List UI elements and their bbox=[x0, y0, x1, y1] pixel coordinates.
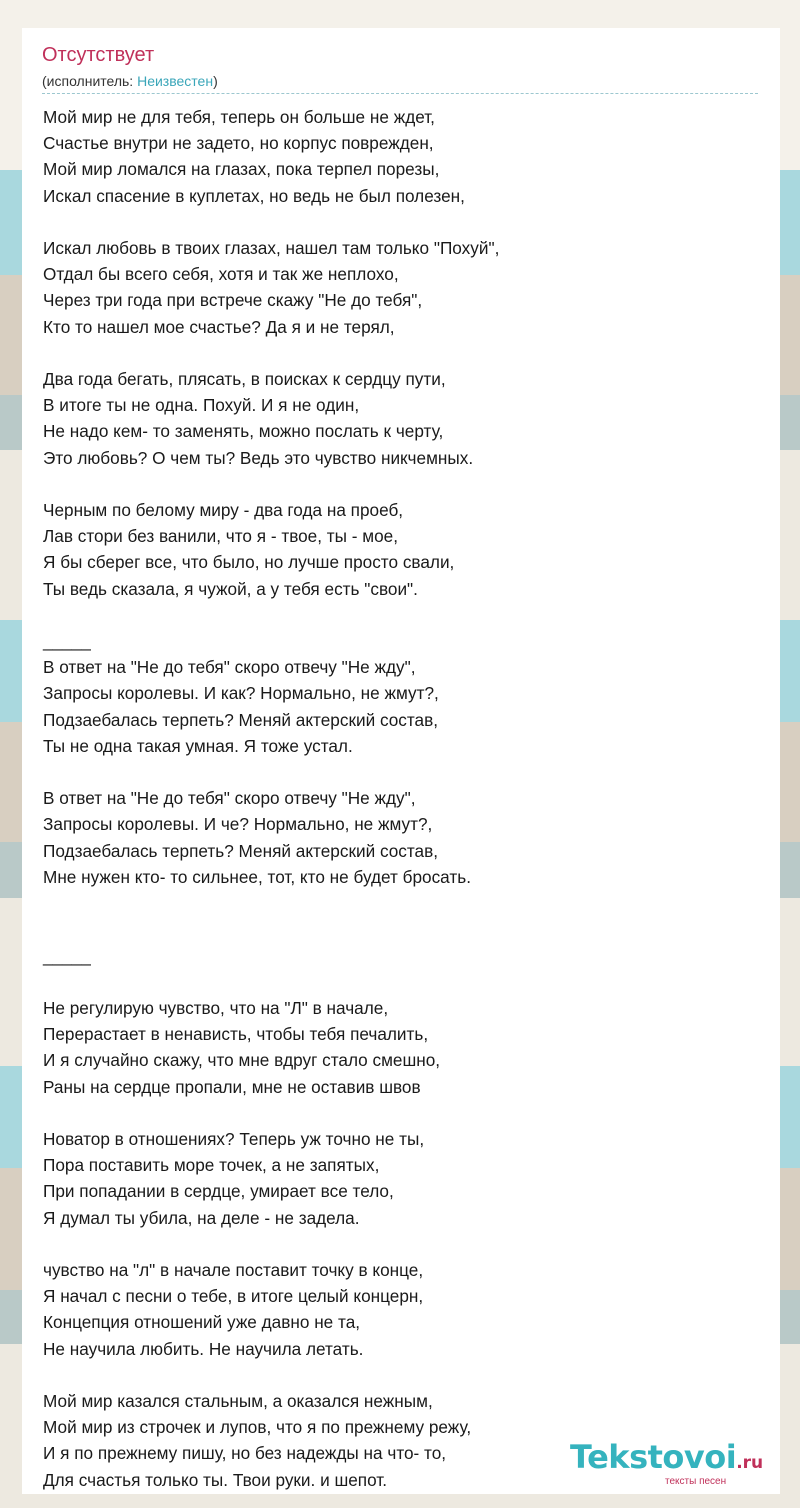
site-logo[interactable] bbox=[570, 1438, 763, 1476]
artist-link[interactable]: Неизвестен bbox=[137, 73, 214, 89]
logo-name: Tekstovoi bbox=[570, 1438, 737, 1476]
artist-line bbox=[42, 73, 218, 89]
artist-prefix: (исполнитель: bbox=[42, 73, 138, 89]
artist-suffix: ) bbox=[213, 73, 218, 89]
song-title: Отсутствует bbox=[42, 44, 155, 66]
lyrics-text: Мой мир не для тебя, теперь он больше не ждет, Счастье внутри не задето, но корпус поврежден, Мой мир ломался на глазах, пока терпел порезы, Искал спасение в куплетах, но ведь не был полезен, Искал любовь в твоих глазах, нашел там только "Похуй", Отдал бы всего себя, хотя и так же неплохо, Через три года при встрече скажу "Не до тебя", Кто то нашел мое счастье? Да я и не терял, Два года бегать, плясать, в поисках к сердцу пути, В итоге ты не одна. Похуй. И я не один, Не надо кем- то заменять, можно послать к черту, Это любовь? О чем ты? Ведь это чувство никчемных. Черным по белому миру - два года на проеб, Лав стори без ванили, что я - твое, ты - мое, Я бы сберег все, что было, но лучше просто свали, Ты ведь сказала, я чужой, а у тебя есть "свои". _____ В ответ на "Не до тебя" скоро отвечу "Не жду", Запросы королевы. И как? Нормально, не жмут?, Подзаебалась терпеть? Меняй актерский состав, Ты не одна такая умная. Я тоже устал. В ответ на "Не до тебя" скоро отвечу "Не жду", Запросы королевы. И че? Нормально, не жмут?, Подзаебалась терпеть? Меняй актерский состав, Мне нужен кто- то сильнее, тот, кто не будет бросать. _____ Не регулирую чувство, что на "Л" в начале, Перерастает в ненависть, чтобы тебя печалить, И я случайно скажу, что мне вдруг стало смешно, Раны на сердце пропали, мне не оставив швов Новатор в отношениях? Теперь уж точно не ты, Пора поставить море точек, а не запятых, При попадании в сердце, умирает все тело, Я думал ты убила, на деле - не задела. чувство на "л" в начале поставит точку в конце, Я начал с песни о тебе, в итоге целый концерн, Концепция отношений уже давно не та, Не научила любить. Не научила летать. Мой мир казался стальным, а оказался нежным, Мой мир из строчек и лупов, что я по прежнему режу, И я по прежнему пишу, но без надежды на что- то, Для счастья только ты. Твои руки. и шепот. bbox=[43, 107, 500, 1490]
logo-tagline: тексты песен bbox=[665, 1476, 727, 1487]
title-divider bbox=[42, 93, 758, 94]
logo-tld: .ru bbox=[736, 1453, 764, 1473]
